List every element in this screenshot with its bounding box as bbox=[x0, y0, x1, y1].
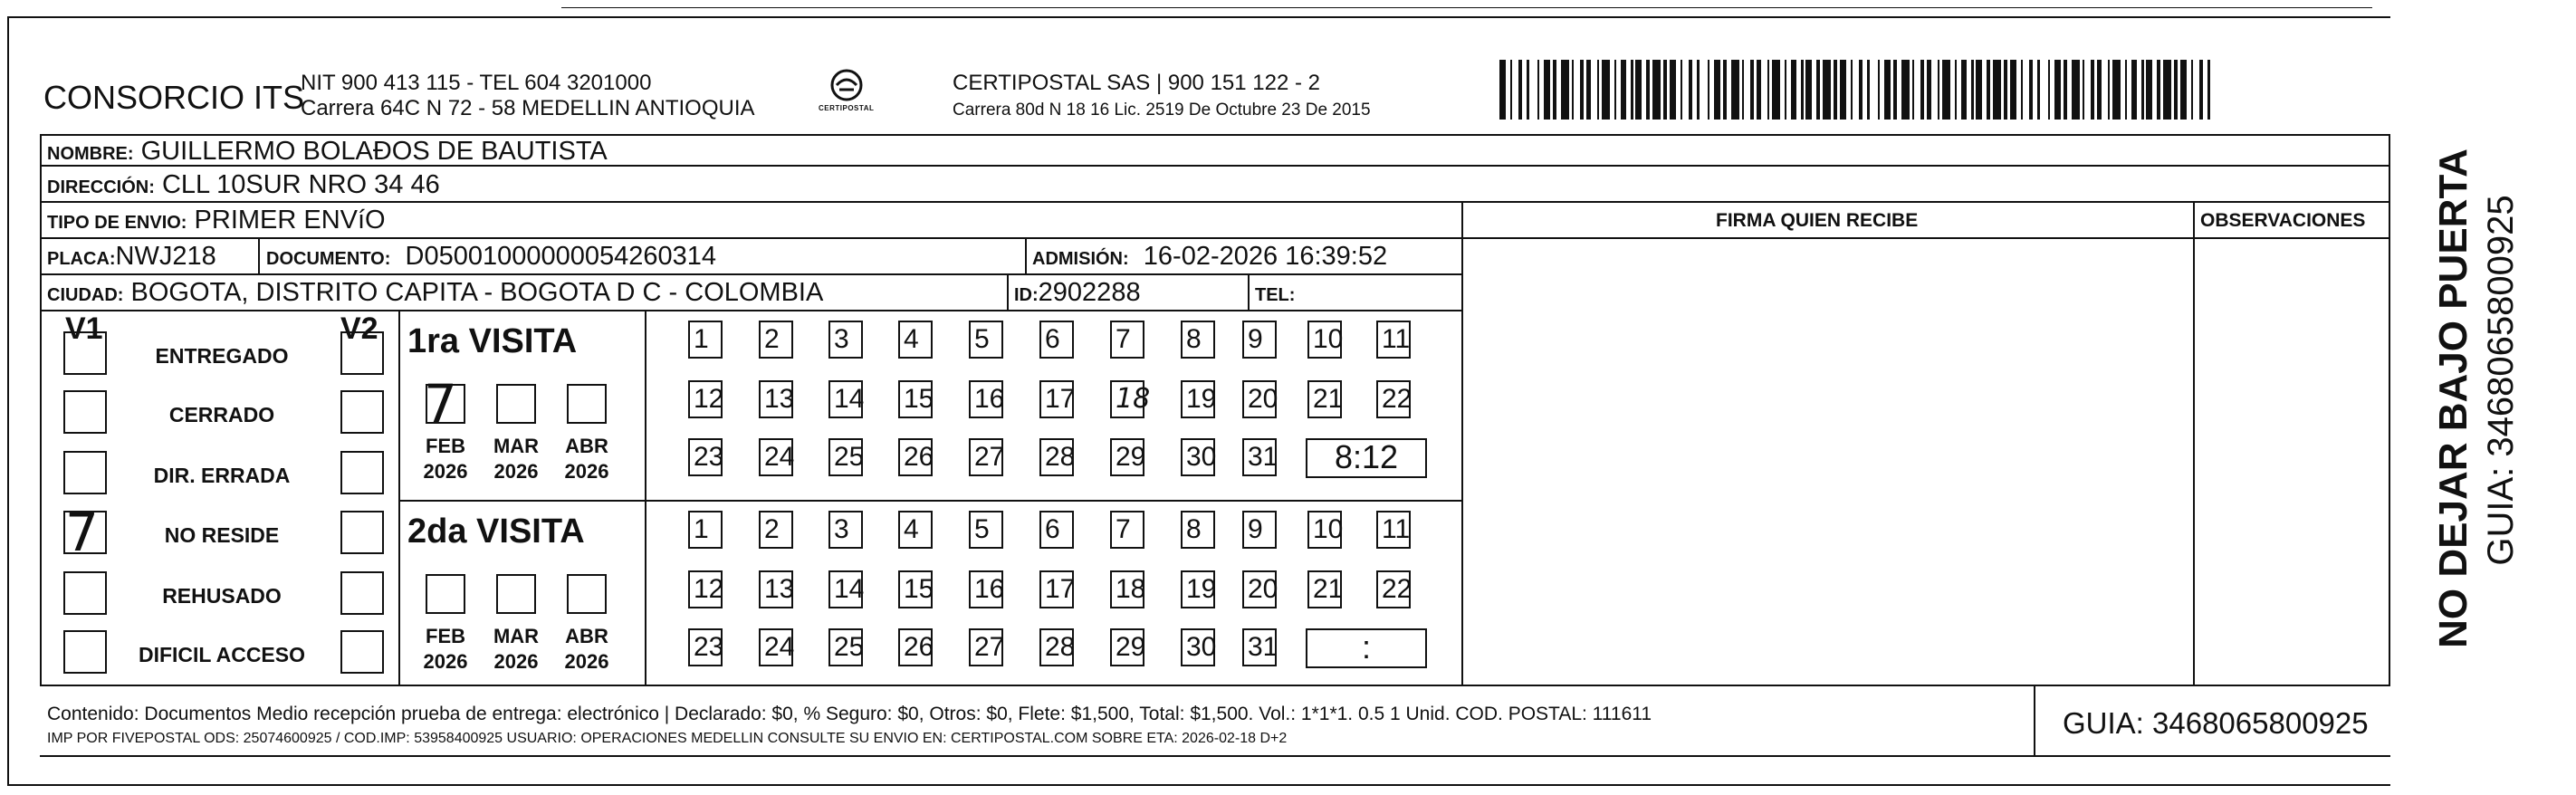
cell-divider bbox=[1007, 273, 1009, 310]
barcode-bar bbox=[2021, 60, 2023, 120]
barcode-bar bbox=[2091, 60, 2094, 120]
day-box[interactable]: 22 bbox=[1376, 570, 1411, 608]
visit-title: 1ra VISITA bbox=[407, 322, 578, 360]
barcode-bar bbox=[1731, 60, 1739, 120]
barcode-bar bbox=[2141, 60, 2143, 120]
visit-separator bbox=[398, 500, 1461, 502]
certipostal-line: CERTIPOSTAL SAS | 900 151 122 - 2 bbox=[953, 71, 1320, 95]
day-box[interactable]: 23 bbox=[688, 438, 723, 476]
day-box[interactable]: 21 bbox=[1307, 380, 1342, 418]
top-rule bbox=[561, 7, 2372, 8]
barcode-bar bbox=[1859, 60, 1863, 120]
barcode-bar bbox=[1767, 60, 1769, 120]
v2-checkbox[interactable] bbox=[340, 511, 384, 554]
month-checkbox[interactable] bbox=[567, 384, 607, 424]
day-box[interactable]: 5 bbox=[969, 321, 1003, 359]
barcode-bar bbox=[1884, 60, 1891, 120]
placa-cell bbox=[47, 244, 216, 270]
col-divider-firma bbox=[1461, 201, 1463, 686]
certipostal-logo bbox=[815, 65, 878, 120]
day-box[interactable]: 15 bbox=[898, 570, 933, 608]
barcode-bar bbox=[1920, 60, 1924, 120]
year-label: 2026 bbox=[423, 650, 468, 673]
day-box[interactable]: 5 bbox=[969, 511, 1003, 549]
admision-value: 16-02-2026 16:39:52 bbox=[1143, 242, 1388, 271]
barcode-bar bbox=[1697, 60, 1699, 120]
month-label: FEB bbox=[426, 435, 465, 457]
side-guia: GUIA: 3468065800925 bbox=[2481, 195, 2521, 566]
barcode-bar bbox=[1631, 60, 1633, 120]
barcode-bar bbox=[1561, 60, 1569, 120]
day-box[interactable]: 7 bbox=[1110, 511, 1144, 549]
day-box[interactable]: 9 bbox=[1242, 511, 1277, 549]
month-label: MAR bbox=[493, 625, 540, 647]
day-box[interactable]: 25 bbox=[828, 438, 863, 476]
barcode-bar bbox=[1912, 60, 1914, 120]
barcode-bar bbox=[1901, 60, 1910, 120]
day-box[interactable]: 15 bbox=[898, 380, 933, 418]
barcode-bar bbox=[1670, 60, 1676, 120]
barcode-bar bbox=[1834, 60, 1837, 120]
barcode-bar bbox=[1572, 60, 1574, 120]
admision-cell bbox=[1032, 244, 1387, 270]
direccion-row bbox=[47, 172, 440, 198]
day-box[interactable]: 30 bbox=[1181, 438, 1215, 476]
month-checkbox[interactable] bbox=[567, 574, 607, 614]
placa-label: PLACA: bbox=[47, 249, 116, 269]
time-box[interactable]: 8:12 bbox=[1306, 438, 1427, 478]
documento-value: D05001000000054260314 bbox=[405, 242, 717, 271]
barcode-bar bbox=[2108, 60, 2110, 120]
documento-label: DOCUMENTO: bbox=[266, 249, 391, 269]
left-border bbox=[40, 134, 42, 686]
month-checkbox[interactable] bbox=[496, 574, 536, 614]
year-label: 2026 bbox=[493, 460, 539, 483]
ciudad-value: BOGOTA, DISTRITO CAPITA - BOGOTA D C - COLOMBIA bbox=[130, 278, 824, 307]
status-option-label: DIR. ERRADA bbox=[153, 464, 291, 487]
barcode-bar bbox=[1652, 60, 1661, 120]
barcode-bar bbox=[2083, 60, 2084, 120]
status-divider bbox=[398, 310, 400, 686]
barcode-bar bbox=[1742, 60, 1744, 120]
row-line bbox=[40, 237, 2390, 239]
day-box[interactable]: 6 bbox=[1039, 511, 1074, 549]
month-label: MAR bbox=[493, 435, 540, 457]
day-box[interactable]: 2 bbox=[759, 511, 793, 549]
barcode-bar bbox=[1537, 60, 1539, 120]
barcode-bar bbox=[1757, 60, 1760, 120]
v1-checkbox[interactable] bbox=[63, 451, 107, 494]
barcode-bar bbox=[2112, 60, 2121, 120]
barcode-bar bbox=[1681, 60, 1682, 120]
direccion-label: DIRECCIÓN: bbox=[47, 177, 155, 197]
footer-guia: GUIA: 3468065800925 bbox=[2063, 706, 2369, 740]
time-box[interactable]: : bbox=[1306, 628, 1427, 668]
barcode-bar bbox=[1527, 60, 1528, 120]
day-box[interactable]: 27 bbox=[969, 628, 1003, 666]
v1-checkbox[interactable] bbox=[63, 571, 107, 615]
barcode-bar bbox=[1823, 60, 1831, 120]
barcode-bar bbox=[1499, 60, 1506, 120]
day-box[interactable]: 12 bbox=[688, 380, 723, 418]
barcode-bar bbox=[1510, 60, 1512, 120]
day-box[interactable]: 23 bbox=[688, 628, 723, 666]
v1-checkbox[interactable] bbox=[63, 331, 107, 375]
barcode-bar bbox=[2072, 60, 2080, 120]
footer-contenido: Contenido: Documentos Medio recepción prueba de entrega: electrónico | Declarado: $0, % Seguro: $0, Otros: $0, Flete: $1,500, Total: $1,500. Vol.: 1*1*1. 0.5 1 Unid. COD. POSTAL: 111611 bbox=[47, 704, 1652, 724]
barcode-bar bbox=[1893, 60, 1897, 120]
barcode-bar bbox=[1580, 60, 1584, 120]
v1-header: V1 bbox=[65, 311, 103, 346]
barcode-bar bbox=[1785, 60, 1786, 120]
barcode-bar bbox=[1646, 60, 1650, 120]
barcode-bar bbox=[1750, 60, 1754, 120]
v2-checkbox[interactable] bbox=[340, 630, 384, 674]
barcode-bar bbox=[1816, 60, 1820, 120]
barcode-bar bbox=[1878, 60, 1880, 120]
nombre-value: GUILLERMO BOLAĐOS DE BAUTISTA bbox=[140, 137, 608, 166]
v2-checkbox[interactable] bbox=[340, 571, 384, 615]
day-box[interactable]: 11 bbox=[1376, 511, 1411, 549]
day-box[interactable]: 22 bbox=[1376, 380, 1411, 418]
barcode-bar bbox=[2054, 60, 2061, 120]
barcode-bar bbox=[1993, 60, 2001, 120]
barcode-bar bbox=[2048, 60, 2050, 120]
day-box[interactable]: 18 bbox=[1110, 570, 1144, 608]
day-box[interactable]: 20 bbox=[1242, 380, 1277, 418]
day-box[interactable]: 19 bbox=[1181, 380, 1215, 418]
day-box[interactable]: 4 bbox=[898, 511, 933, 549]
day-box[interactable]: 31 bbox=[1242, 438, 1277, 476]
ciudad-label: CIUDAD: bbox=[47, 285, 124, 305]
visit-title: 2da VISITA bbox=[407, 512, 585, 551]
barcode-bar bbox=[2199, 60, 2203, 120]
handwritten-day-mark: 18 bbox=[1116, 383, 1151, 415]
day-box[interactable]: 24 bbox=[759, 628, 793, 666]
row-line bbox=[40, 201, 2390, 203]
barcode-bar bbox=[2125, 60, 2127, 120]
day-box[interactable]: 30 bbox=[1181, 628, 1215, 666]
barcode-bar bbox=[1663, 60, 1667, 120]
id-label: ID: bbox=[1014, 285, 1039, 305]
barcode-bar bbox=[2191, 60, 2193, 120]
day-box[interactable]: 9 bbox=[1242, 321, 1277, 359]
barcode-bar bbox=[1553, 60, 1556, 120]
day-box[interactable]: 14 bbox=[828, 380, 863, 418]
barcode-bar bbox=[2029, 60, 2033, 120]
barcode-bar bbox=[1723, 60, 1727, 120]
barcode-bar bbox=[2131, 60, 2138, 120]
day-box[interactable]: 24 bbox=[759, 438, 793, 476]
day-box[interactable]: 11 bbox=[1376, 321, 1411, 359]
barcode-bar bbox=[2180, 60, 2187, 120]
day-box[interactable]: 14 bbox=[828, 570, 863, 608]
day-box[interactable]: 17 bbox=[1039, 570, 1074, 608]
right-border bbox=[2389, 134, 2390, 686]
year-label: 2026 bbox=[493, 650, 539, 673]
footer-bottom bbox=[40, 755, 2390, 757]
row-line bbox=[40, 273, 1463, 275]
status-option-label: ENTREGADO bbox=[155, 344, 289, 368]
v2-checkbox[interactable] bbox=[340, 331, 384, 375]
documento-cell bbox=[266, 244, 716, 270]
v1-checkbox[interactable] bbox=[63, 390, 107, 434]
barcode-bar bbox=[2097, 60, 2101, 120]
barcode-bar bbox=[1976, 60, 1982, 120]
day-box[interactable]: 4 bbox=[898, 321, 933, 359]
day-box[interactable]: 17 bbox=[1039, 380, 1074, 418]
row-line bbox=[40, 134, 2390, 136]
day-box[interactable]: 16 bbox=[969, 380, 1003, 418]
barcode-bar bbox=[1597, 60, 1599, 120]
logo-text: CERTIPOSTAL bbox=[819, 104, 875, 112]
day-box[interactable]: 3 bbox=[828, 511, 863, 549]
barcode-bar bbox=[2163, 60, 2171, 120]
day-box[interactable]: 19 bbox=[1181, 570, 1215, 608]
barcode-bar bbox=[1942, 60, 1950, 120]
company-address: Carrera 64C N 72 - 58 MEDELLIN ANTIOQUIA bbox=[301, 96, 755, 120]
tel-label: TEL: bbox=[1255, 285, 1296, 305]
barcode-bar bbox=[2207, 60, 2209, 120]
nit-line: NIT 900 413 115 - TEL 604 3201000 bbox=[301, 71, 652, 95]
barcode-bar bbox=[1586, 60, 1590, 120]
day-box[interactable]: 1 bbox=[688, 511, 723, 549]
company-name: CONSORCIO ITS bbox=[43, 79, 305, 116]
barcode-bar bbox=[1614, 60, 1616, 120]
barcode-bar bbox=[1867, 60, 1869, 120]
day-box[interactable]: 1 bbox=[688, 321, 723, 359]
month-label: ABR bbox=[565, 435, 608, 457]
barcode-bar bbox=[1927, 60, 1930, 120]
day-box[interactable]: 10 bbox=[1307, 321, 1342, 359]
nombre-row bbox=[47, 139, 608, 165]
day-box[interactable]: 26 bbox=[898, 438, 933, 476]
status-option-label: CERRADO bbox=[168, 403, 275, 426]
id-value: 2902288 bbox=[1038, 278, 1141, 307]
handwritten-month-mark: 7 bbox=[424, 373, 457, 435]
barcode-bar bbox=[2010, 60, 2016, 120]
day-box[interactable]: 3 bbox=[828, 321, 863, 359]
day-box[interactable]: 13 bbox=[759, 570, 793, 608]
barcode-bar bbox=[1518, 60, 1522, 120]
barcode-bar bbox=[1772, 60, 1780, 120]
certipostal-address: Carrera 80d N 18 16 Lic. 2519 De Octubre 23 De 2015 bbox=[953, 101, 1371, 120]
tipo-row bbox=[47, 207, 386, 234]
day-box[interactable]: 6 bbox=[1039, 321, 1074, 359]
barcode bbox=[1499, 60, 2215, 120]
barcode-bar bbox=[1955, 60, 1957, 120]
day-box[interactable]: 28 bbox=[1039, 438, 1074, 476]
day-box[interactable]: 10 bbox=[1307, 511, 1342, 549]
direccion-value: CLL 10SUR NRO 34 46 bbox=[161, 170, 440, 199]
v2-checkbox[interactable] bbox=[340, 390, 384, 434]
status-option-label: REHUSADO bbox=[162, 584, 282, 608]
month-checkbox[interactable] bbox=[496, 384, 536, 424]
status-option-label: NO RESIDE bbox=[164, 523, 280, 547]
v1-checkbox[interactable] bbox=[63, 630, 107, 674]
id-cell bbox=[1014, 280, 1141, 306]
day-box[interactable]: 8 bbox=[1181, 321, 1215, 359]
ciudad-cell bbox=[47, 280, 823, 306]
barcode-bar bbox=[1987, 60, 1990, 120]
month-label: FEB bbox=[426, 625, 465, 647]
cell-divider bbox=[1025, 237, 1027, 273]
footer-imp: IMP POR FIVEPOSTAL ODS: 25074600925 / COD.IMP: 53958400925 USUARIO: OPERACIONES MEDELLIN CONSULTE SU ENVIO EN: CERTIPOSTAL.COM SOBRE ETA: 2026-02-18 D+2 bbox=[47, 731, 1288, 746]
day-box[interactable]: 29 bbox=[1110, 628, 1144, 666]
day-box[interactable]: 28 bbox=[1039, 628, 1074, 666]
barcode-bar bbox=[1840, 60, 1846, 120]
day-box[interactable]: 26 bbox=[898, 628, 933, 666]
month-label: ABR bbox=[565, 625, 608, 647]
day-box[interactable]: 21 bbox=[1307, 570, 1342, 608]
day-box[interactable]: 12 bbox=[688, 570, 723, 608]
barcode-bar bbox=[1961, 60, 1968, 120]
barcode-bar bbox=[1635, 60, 1642, 120]
barcode-bar bbox=[2064, 60, 2067, 120]
barcode-bar bbox=[1714, 60, 1720, 120]
barcode-bar bbox=[1791, 60, 1797, 120]
day-box[interactable]: 31 bbox=[1242, 628, 1277, 666]
barcode-bar bbox=[1851, 60, 1853, 120]
year-label: 2026 bbox=[423, 460, 468, 483]
barcode-bar bbox=[1938, 60, 1939, 120]
status-option-label: DIFICIL ACCESO bbox=[138, 643, 306, 666]
cell-divider bbox=[258, 237, 260, 273]
barcode-bar bbox=[2146, 60, 2152, 120]
barcode-bar bbox=[1708, 60, 1709, 120]
col-divider-obs bbox=[2193, 201, 2195, 686]
year-label: 2026 bbox=[564, 650, 609, 673]
barcode-bar bbox=[1621, 60, 1627, 120]
barcode-bar bbox=[2174, 60, 2178, 120]
barcode-bar bbox=[1689, 60, 1692, 120]
tipo-label: TIPO DE ENVIO: bbox=[47, 213, 187, 233]
barcode-bar bbox=[1805, 60, 1812, 120]
day-box[interactable] bbox=[1110, 380, 1151, 418]
admision-label: ADMISIÓN: bbox=[1032, 249, 1129, 269]
day-box[interactable]: 13 bbox=[759, 380, 793, 418]
barcode-bar bbox=[2157, 60, 2160, 120]
month-checkbox[interactable] bbox=[426, 574, 465, 614]
cell-divider bbox=[1248, 273, 1250, 310]
footer-divider bbox=[2034, 685, 2035, 757]
day-box[interactable]: 20 bbox=[1242, 570, 1277, 608]
day-box[interactable]: 25 bbox=[828, 628, 863, 666]
v2-header: V2 bbox=[340, 311, 378, 346]
day-box[interactable]: 27 bbox=[969, 438, 1003, 476]
nombre-label: NOMBRE: bbox=[47, 144, 134, 164]
day-box[interactable]: 16 bbox=[969, 570, 1003, 608]
barcode-bar bbox=[1971, 60, 1973, 120]
handwritten-check-mark: 7 bbox=[65, 502, 99, 563]
v2-checkbox[interactable] bbox=[340, 451, 384, 494]
row-line bbox=[40, 310, 1463, 311]
year-label: 2026 bbox=[564, 460, 609, 483]
barcode-bar bbox=[1544, 60, 1550, 120]
barcode-bar bbox=[2004, 60, 2007, 120]
barcode-bar bbox=[2037, 60, 2039, 120]
day-box[interactable]: 2 bbox=[759, 321, 793, 359]
placa-value: NWJ218 bbox=[115, 242, 216, 271]
footer-line bbox=[40, 685, 2390, 686]
day-box[interactable]: 8 bbox=[1181, 511, 1215, 549]
firma-header: FIRMA QUIEN RECIBE bbox=[1716, 210, 1919, 231]
visit-divider bbox=[645, 310, 646, 686]
day-box[interactable]: 29 bbox=[1110, 438, 1144, 476]
tipo-value: PRIMER ENVíO bbox=[194, 206, 386, 235]
observaciones-header: OBSERVACIONES bbox=[2200, 210, 2366, 231]
barcode-bar bbox=[1801, 60, 1803, 120]
barcode-bar bbox=[1602, 60, 1610, 120]
day-box[interactable]: 7 bbox=[1110, 321, 1144, 359]
side-warning: NO DEJAR BAJO PUERTA bbox=[2431, 148, 2475, 648]
